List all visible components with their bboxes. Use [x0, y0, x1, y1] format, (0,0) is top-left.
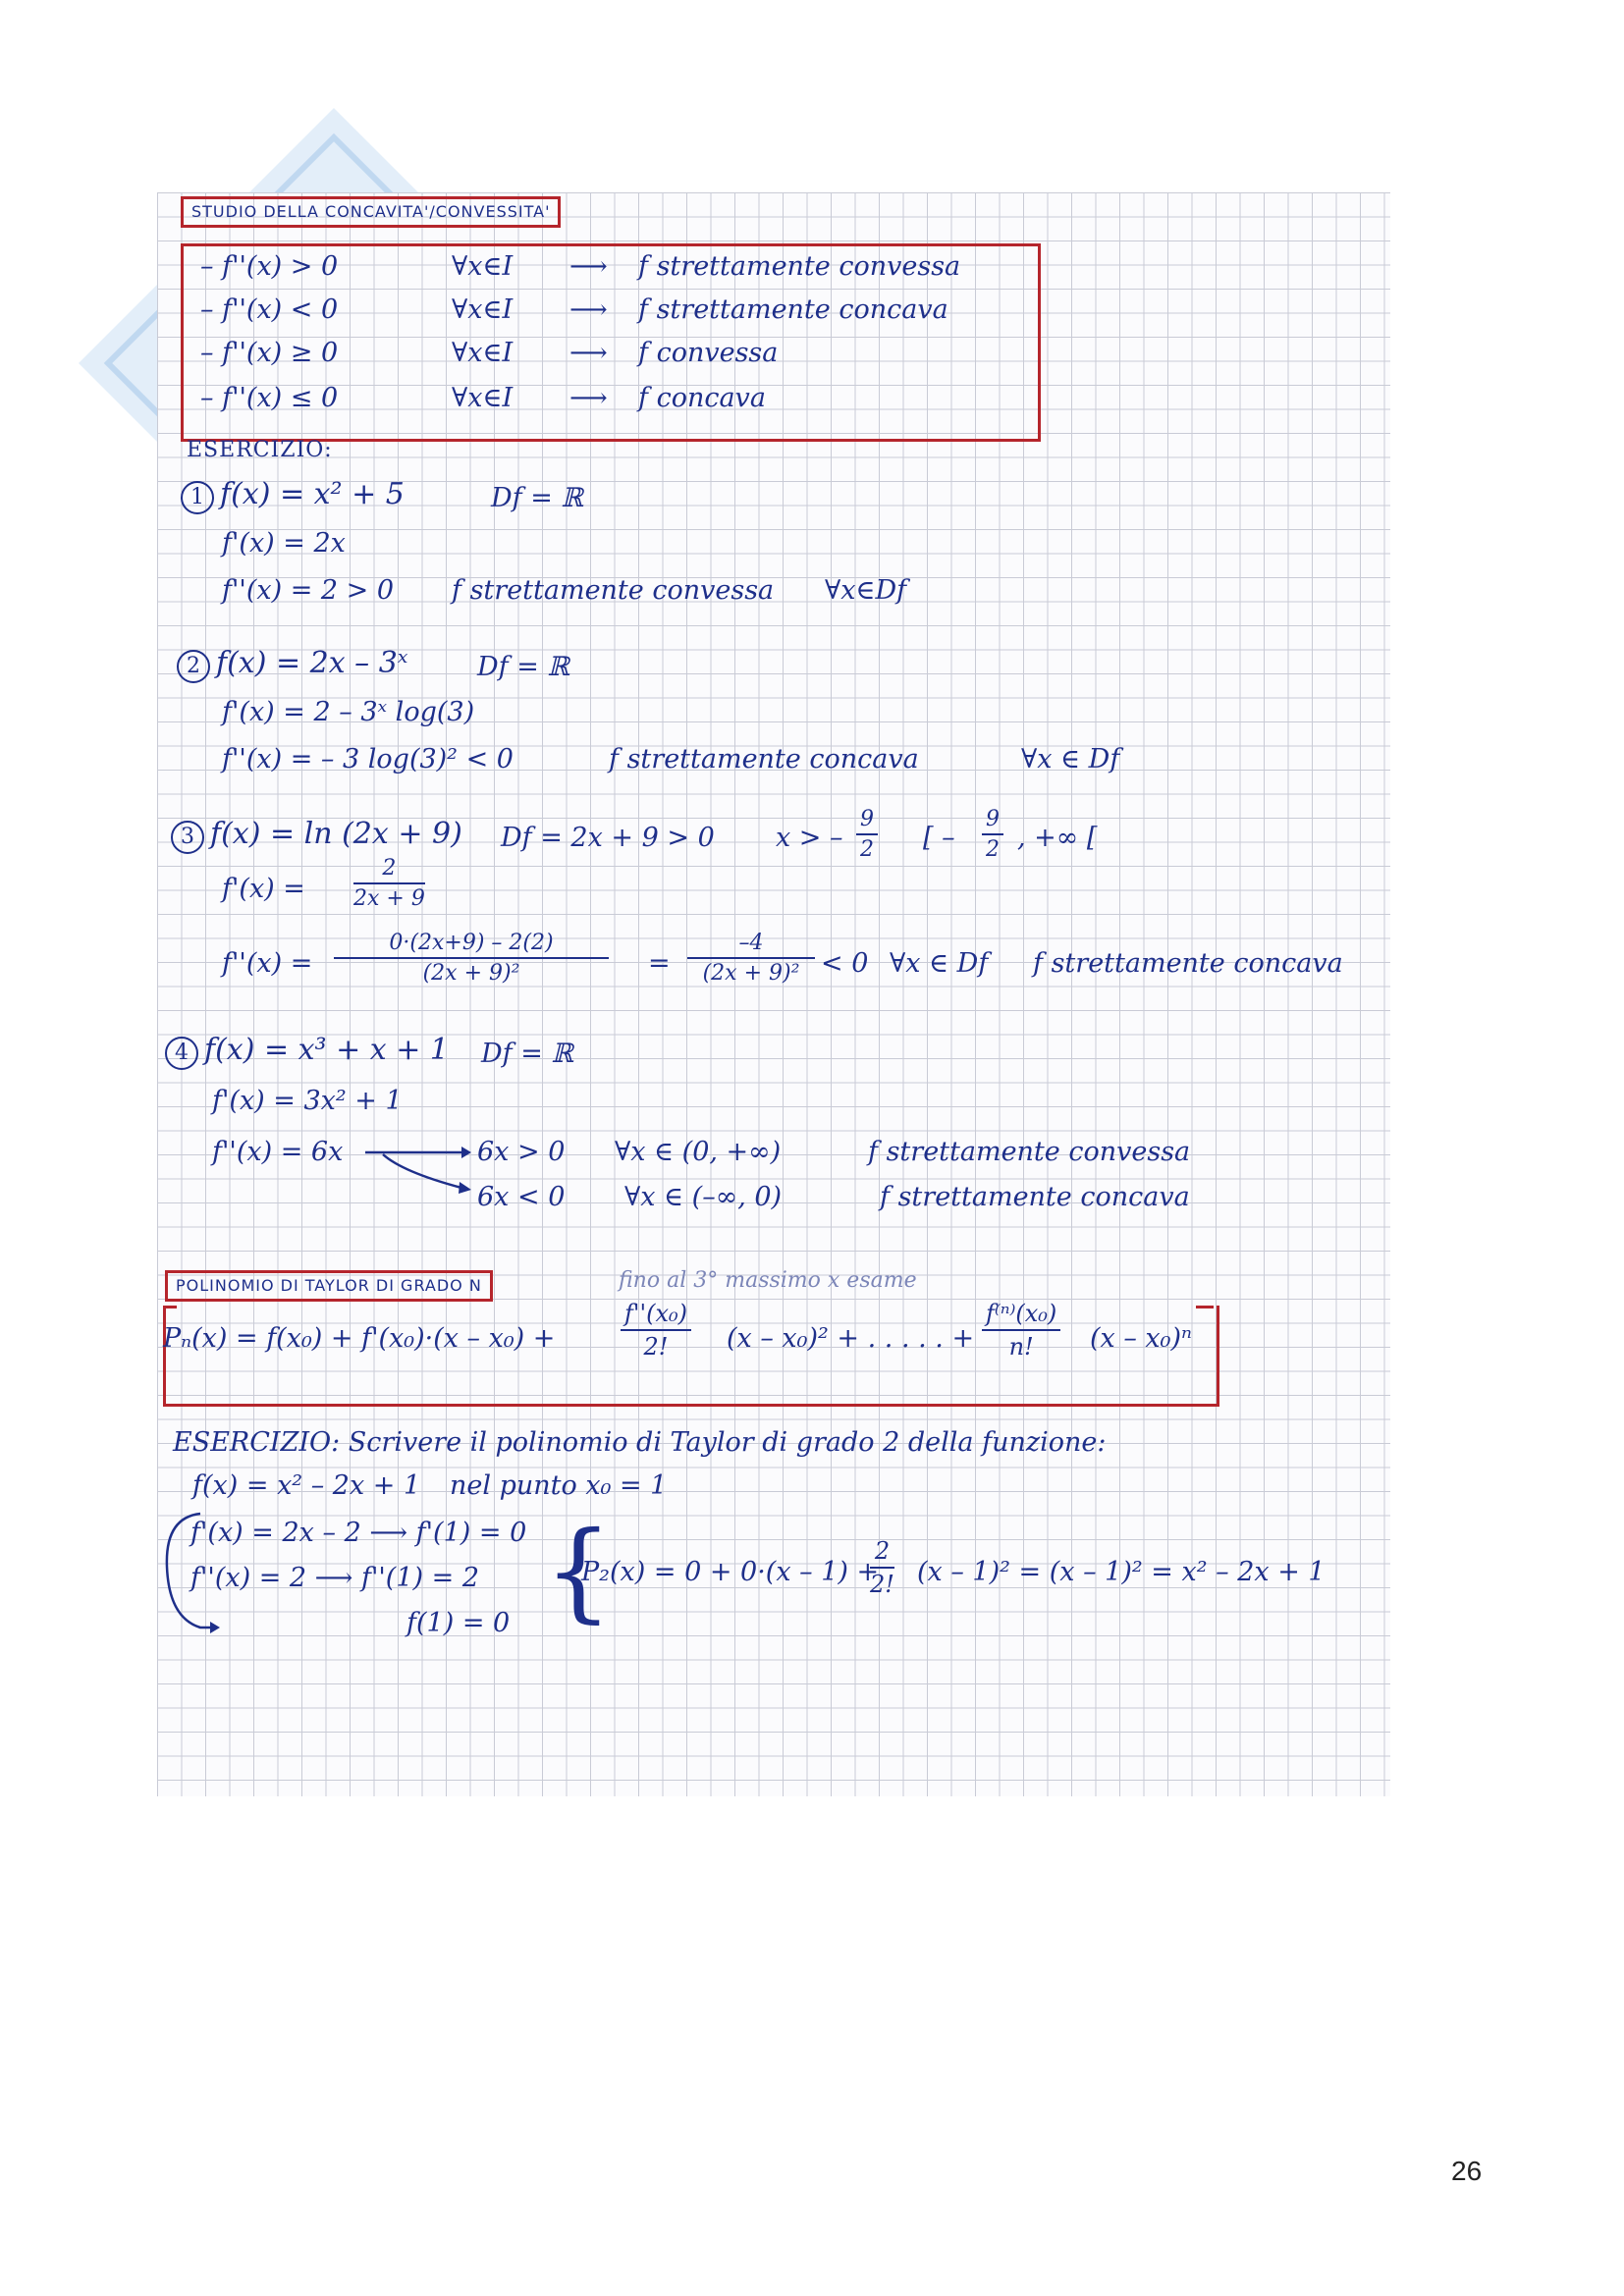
ex5-first-derivative: f'(x) = 2x – 2 ⟶ f'(1) = 0	[190, 1518, 527, 1548]
rule-2-domain: ∀x∈I	[452, 294, 514, 325]
rule-4-result: f concava	[638, 383, 766, 413]
taylor-box-corner-left	[163, 1306, 177, 1308]
ex3-interval-fraction: $\frac{9}{2}$	[982, 807, 1003, 862]
page-number: 26	[1451, 2156, 1483, 2186]
ex3-simplified-fraction: $\frac{-4}{\text{(2x + 9)²}}$	[687, 931, 815, 986]
ex4-case2: 6x < 0	[477, 1182, 566, 1212]
ex1-first-derivative: f'(x) = 2x	[222, 528, 346, 559]
grid-paper	[157, 192, 1390, 1796]
ex5-taylor-part-b: (x – 1)² = (x – 1)² = x² – 2x + 1	[917, 1557, 1326, 1587]
ex4-function	[165, 1033, 449, 1070]
section-title-taylor: POLINOMIO DI TAYLOR DI GRADO N	[165, 1270, 493, 1302]
ex3-condition: x > –	[776, 823, 843, 853]
rule-2-arrow: ⟶	[569, 294, 608, 325]
ex4-first-derivative: f'(x) = 3x² + 1	[212, 1086, 403, 1116]
rule-4-arrow: ⟶	[569, 383, 608, 413]
ex5-taylor-fraction: $\frac{2}{2!}$	[870, 1537, 894, 1598]
taylor-formula-part-a: Pₙ(x) = f(x₀) + f'(x₀)·(x – x₀) +	[163, 1323, 556, 1354]
ex3-second-derivative-fraction: $\frac{0\cdot(2x+9) - 2(2)}{\text{(2x + 9)²}}$	[334, 931, 609, 986]
ex2-number: 2	[177, 650, 210, 683]
ex3-first-derivative-lhs: f'(x) =	[222, 874, 305, 904]
ex3-first-derivative-fraction: $\frac{2}{2x + 9}$	[353, 856, 425, 911]
rule-4-cond: – f''(x) ≤ 0	[200, 383, 339, 413]
ex4-case1: 6x > 0	[477, 1137, 566, 1167]
taylor-box-corner-right	[1196, 1306, 1214, 1308]
ex4-case1-result: f strettamente convessa	[868, 1137, 1191, 1167]
rule-2-cond: – f''(x) < 0	[200, 294, 339, 325]
rule-4-domain: ∀x∈I	[452, 383, 514, 413]
ex3-number: 3	[171, 821, 204, 854]
taylor-formula-part-b: (x – x₀)² + . . . . . +	[727, 1323, 975, 1354]
ex5-second-derivative: f''(x) = 2 ⟶ f''(1) = 2	[190, 1563, 480, 1593]
ex4-second-derivative: f''(x) = 6x	[212, 1137, 344, 1167]
ex2-f: f(x) = 2x – 3ˣ	[216, 646, 408, 680]
section-title-concavity: STUDIO DELLA CONCAVITA'/CONVESSITA'	[181, 196, 561, 228]
ex1-result: f strettamente convessa	[452, 575, 775, 606]
ex4-case2-result: f strettamente concava	[880, 1182, 1190, 1212]
rule-3-arrow: ⟶	[569, 338, 608, 368]
ex4-case1-domain: ∀x ∈ (0, +∞)	[615, 1137, 782, 1167]
ex3-f: f(x) = ln (2x + 9)	[210, 817, 462, 851]
rule-3-cond: – f''(x) ≥ 0	[200, 338, 339, 368]
ex2-domain-set: Df = ℝ	[477, 652, 569, 682]
ex4-number: 4	[165, 1037, 198, 1070]
ex5-statement: ESERCIZIO: Scrivere il polinomio di Taylor di grado 2 della funzione:	[173, 1427, 1107, 1458]
ex3-result: f strettamente concava	[1033, 948, 1343, 979]
ex5-function-at-point: f(1) = 0	[406, 1608, 511, 1638]
taylor-note: fino al 3° massimo x esame	[619, 1268, 917, 1293]
rule-3-domain: ∀x∈I	[452, 338, 514, 368]
ex3-interval-open: [ –	[923, 823, 955, 853]
ex2-first-derivative: f'(x) = 2 – 3ˣ log(3)	[222, 697, 475, 727]
rule-1-domain: ∀x∈I	[452, 251, 514, 282]
ex3-second-derivative-lhs: f''(x) =	[222, 948, 313, 979]
rule-1-result: f strettamente convessa	[638, 251, 961, 282]
ex1-number: 1	[181, 481, 214, 514]
ex3-less-than: < 0	[821, 948, 869, 979]
rule-2-result: f strettamente concava	[638, 294, 948, 325]
ex3-domain-set: Df = 2x + 9 > 0	[501, 823, 715, 853]
taylor-fraction-1: $\frac{\text{f''(x₀)}}{2!}$	[621, 1300, 691, 1361]
taylor-fraction-n: $\frac{\text{f⁽ⁿ⁾(x₀)}}{n!}$	[982, 1300, 1060, 1361]
ex1-function	[181, 477, 405, 514]
ex1-domain-set: Df = ℝ	[491, 483, 583, 513]
ex4-case2-domain: ∀x ∈ (–∞, 0)	[624, 1182, 783, 1212]
ex4-f: f(x) = x³ + x + 1	[204, 1033, 450, 1067]
ex3-function	[171, 817, 462, 854]
ex2-domain: ∀x ∈ Df	[1021, 744, 1120, 774]
taylor-box	[163, 1306, 1219, 1407]
ex2-function	[177, 646, 407, 683]
rule-1-arrow: ⟶	[569, 251, 608, 282]
taylor-formula-part-c: (x – x₀)ⁿ	[1090, 1323, 1192, 1354]
ex5-taylor-part-a: P₂(x) = 0 + 0·(x – 1) +	[581, 1557, 880, 1587]
ex2-second-derivative: f''(x) = – 3 log(3)² < 0	[222, 744, 514, 774]
ex1-f: f(x) = x² + 5	[220, 477, 405, 511]
rule-1-cond: – f''(x) > 0	[200, 251, 339, 282]
ex4-branch-arrows	[363, 1133, 471, 1201]
exercise-label: ESERCIZIO:	[187, 438, 333, 462]
ex5-point: nel punto x₀ = 1	[450, 1470, 668, 1501]
ex5-function: f(x) = x² – 2x + 1	[192, 1470, 421, 1501]
ex4-domain-set: Df = ℝ	[481, 1039, 573, 1069]
ex1-domain: ∀x∈Df	[825, 575, 907, 606]
ex2-result: f strettamente concava	[609, 744, 919, 774]
ex3-equals: =	[648, 948, 671, 979]
ex3-interval-close: , +∞ [	[1017, 823, 1098, 853]
rule-3-result: f convessa	[638, 338, 779, 368]
ex3-condition-fraction: $\frac{9}{2}$	[856, 807, 878, 862]
ex5-curly-brace: {	[544, 1508, 613, 1633]
ex3-domain: ∀x ∈ Df	[890, 948, 989, 979]
ex1-second-derivative: f''(x) = 2 > 0	[222, 575, 395, 606]
